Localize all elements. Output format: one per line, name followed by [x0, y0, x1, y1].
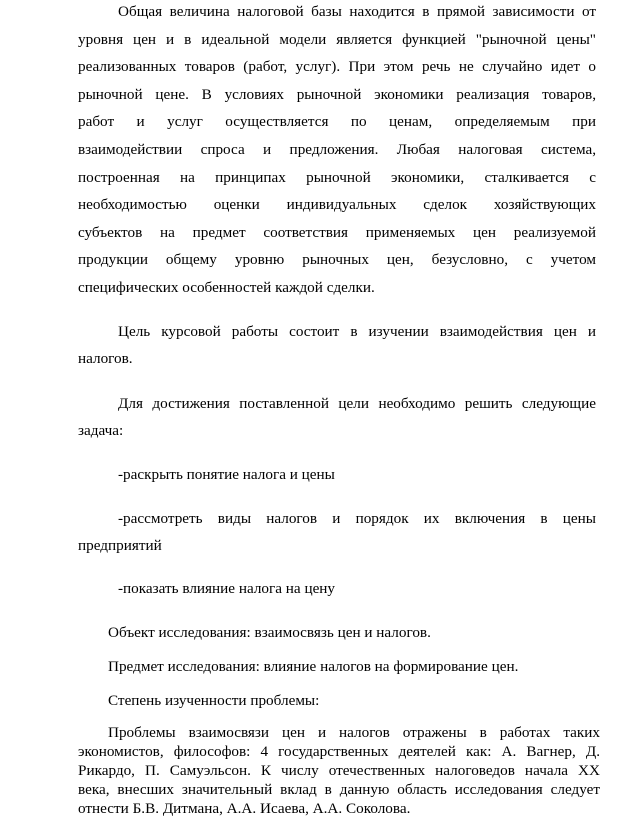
text-line: работ и услуг осуществляется по ценам, определяемым при — [78, 113, 596, 130]
text-line: отнести Б.В. Дитмана, А.А. Исаева, А.А. Соколова. — [78, 800, 411, 817]
text-line: экономистов, философов: 4 государственных деятелей как: А. Вагнер, Д. — [78, 743, 600, 760]
research-degree: Степень изученности проблемы: — [108, 692, 320, 709]
text-line: рыночной цене. В условиях рыночной экономики реализация товаров, — [78, 86, 596, 103]
text-line: необходимостью оценки индивидуальных сделок хозяйствующих — [78, 196, 596, 213]
text-line: субъектов на предмет соответствия применяемых цен реализуемой — [78, 224, 596, 241]
text-line: Общая величина налоговой базы находится в прямой зависимости от — [118, 3, 596, 20]
task-item: -рассмотреть виды налогов и порядок их включения в цены — [118, 510, 596, 527]
text-line: налогов. — [78, 350, 133, 367]
research-subject: Предмет исследования: влияние налогов на формирование цен. — [108, 658, 519, 675]
text-line: специфических особенностей каждой сделки. — [78, 279, 375, 296]
text-line: взаимодействии спроса и предложения. Любая налоговая система, — [78, 141, 596, 158]
research-object: Объект исследования: взаимосвязь цен и налогов. — [108, 624, 431, 641]
text-line: Цель курсовой работы состоит в изучении взаимодействия цен и — [118, 323, 596, 340]
task-item: -раскрыть понятие налога и цены — [118, 466, 335, 483]
text-line: Для достижения поставленной цели необходимо решить следующие — [118, 395, 596, 412]
text-line: задача: — [78, 422, 124, 439]
text-line: построенная на принципах рыночной экономики, сталкивается с — [78, 169, 596, 186]
text-line: века, внесших значительный вклад в данную область исследования следует — [78, 781, 600, 798]
text-line: Проблемы взаимосвязи цен и налогов отражены в работах таких — [108, 724, 600, 741]
task-item-continuation: предприятий — [78, 537, 162, 554]
text-line: продукции общему уровню рыночных цен, безусловно, с учетом — [78, 251, 596, 268]
text-line: уровня цен и в идеальной модели является функцией "рыночной цены" — [78, 31, 596, 48]
text-line: Рикардо, П. Самуэльсон. К числу отечественных налоговедов начала XX — [78, 762, 600, 779]
text-line: реализованных товаров (работ, услуг). При этом речь не случайно идет о — [78, 58, 596, 75]
task-item: -показать влияние налога на цену — [118, 580, 336, 597]
